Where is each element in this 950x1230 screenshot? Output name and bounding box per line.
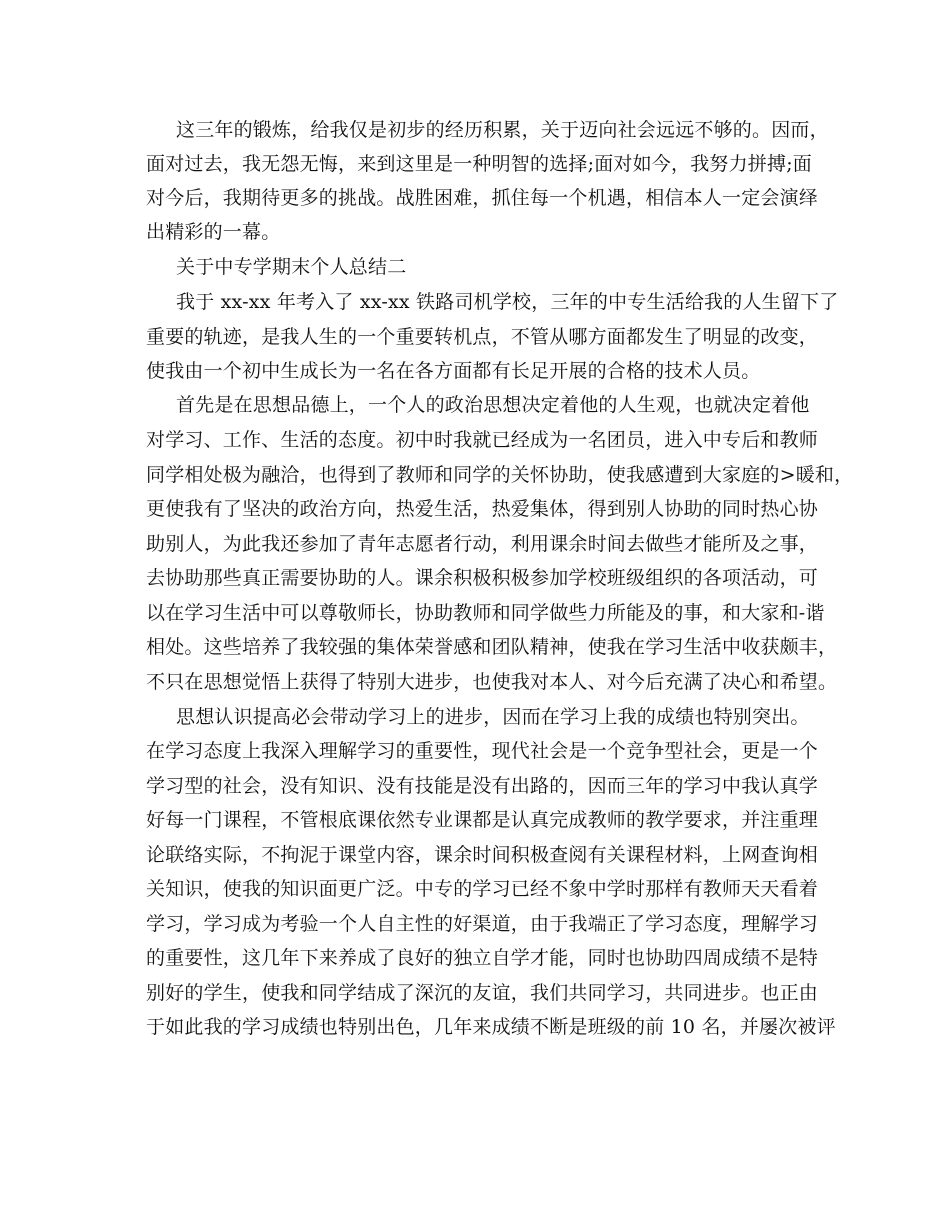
paragraph-line: 好每一门课程，不管根底课依然专业课都是认真完成教师的教学要求，并注重理 <box>146 809 819 831</box>
paragraph-line: 首先是在思想品德上，一个人的政治思想决定着他的人生观，也就决定着他 <box>176 394 810 416</box>
paragraph-line: 别好的学生，使我和同学结成了深沉的友谊，我们共同学习，共同进步。也正由 <box>146 982 819 1004</box>
paragraph-line: 助别人，为此我还参加了青年志愿者行动，利用课余时间去做些才能所及之事， <box>146 533 819 555</box>
paragraph-line: 关知识，使我的知识面更广泛。中专的学习已经不象中学时那样有教师天天看着 <box>146 878 819 900</box>
paragraph-line: 这三年的锻炼，给我仅是初步的经历积累，关于迈向社会远远不够的。因而， <box>176 119 829 141</box>
paragraph-line: 相处。这些培养了我较强的集体荣誉感和团队精神，使我在学习生活中收获颇丰， <box>146 636 838 658</box>
paragraph-line: 不只在思想觉悟上获得了特别大进步，也使我对本人、对今后充满了决心和希望。 <box>146 671 838 693</box>
paragraph-line: 去协助那些真正需要协助的人。课余积极积极参加学校班级组织的各项活动，可 <box>146 567 819 589</box>
paragraph-line: 重要的轨迹，是我人生的一个重要转机点，不管从哪方面都发生了明显的改变， <box>146 326 819 348</box>
paragraph-line: 对今后，我期待更多的挑战。战胜困难，抓住每一个机遇，相信本人一定会演绎 <box>146 187 819 209</box>
paragraph-line: 我于 xx-xx 年考入了 xx-xx 铁路司机学校，三年的中专生活给我的人生留下了 <box>176 291 839 313</box>
paragraph-line: 思想认识提高必会带动学习上的进步，因而在学习上我的成绩也特别突出。 <box>176 706 810 728</box>
paragraph-line: 论联络实际，不拘泥于课堂内容，课余时间积极查阅有关课程材料，上网查询相 <box>146 844 819 866</box>
paragraph-line: 使我由一个初中生成长为一名在各方面都有长足开展的合格的技术人员。 <box>146 360 761 382</box>
paragraph-line: 的重要性，这几年下来养成了良好的独立自学才能，同时也协助四周成绩不是特 <box>146 947 819 969</box>
paragraph-line: 更使我有了坚决的政治方向，热爱生活，热爱集体，得到别人协助的同时热心协 <box>146 498 819 520</box>
paragraph-line: 同学相处极为融洽，也得到了教师和同学的关怀协助，使我感遭到大家庭的>暖和， <box>146 464 854 486</box>
paragraph-line: 面对过去，我无怨无悔，来到这里是一种明智的选择;面对如今，我努力拼搏;面 <box>146 153 813 175</box>
paragraph-line: 学习型的社会，没有知识、没有技能是没有出路的，因而三年的学习中我认真学 <box>146 775 819 797</box>
paragraph-line: 在学习态度上我深入理解学习的重要性，现代社会是一个竞争型社会，更是一个 <box>146 740 819 762</box>
paragraph-line: 出精彩的一幕。 <box>146 221 281 243</box>
paragraph-line: 学习，学习成为考验一个人自主性的好渠道，由于我端正了学习态度，理解学习 <box>146 913 819 935</box>
paragraph-line: 以在学习生活中可以尊敬师长，协助教师和同学做些力所能及的事，和大家和-谐 <box>146 602 825 624</box>
paragraph-line: 对学习、工作、生活的态度。初中时我就已经成为一名团员，进入中专后和教师 <box>146 429 819 451</box>
paragraph-line: 于如此我的学习成绩也特别出色，几年来成绩不断是班级的前 10 名，并屡次被评 <box>146 1016 836 1038</box>
section-heading: 关于中专学期末个人总结二 <box>176 256 407 278</box>
